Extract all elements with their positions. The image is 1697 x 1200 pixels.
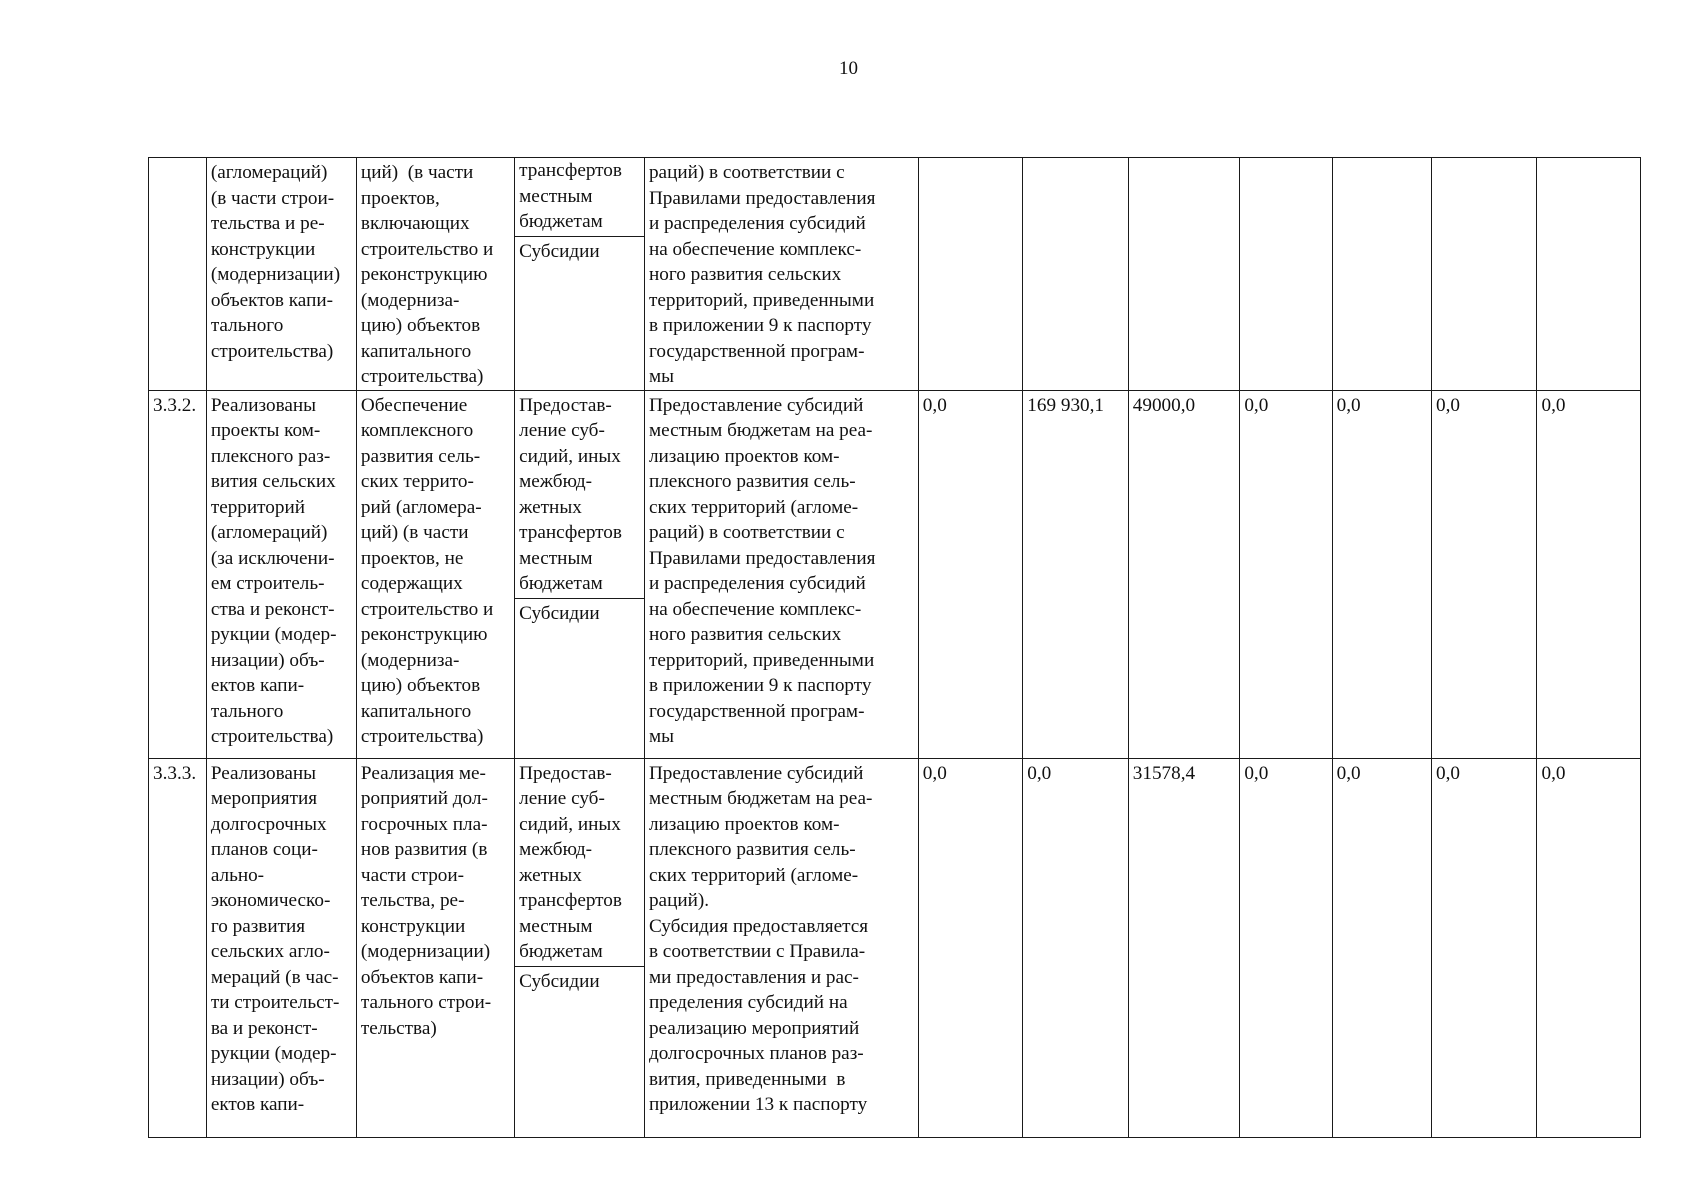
value-cell: 0,0 [1432, 758, 1537, 1137]
value-cell: 49000,0 [1128, 390, 1240, 758]
value-cell: 0,0 [1537, 758, 1641, 1137]
event-cell: ций) (в части проектов, включающих строительство и реконструкцию (модерниза- цию) объектов капитального строительства) [356, 158, 514, 391]
page-number: 10 [839, 58, 858, 79]
description-cell: Предоставление субсидий местным бюджетам на реа- лизацию проектов ком- плексного развития сель- ских территорий (агломе- раций). Субсидия предоставляется в соответствии с Правила- ми предоставления и рас- пределения субсидий на реализацию мероприятий долгосрочных планов раз- вития, приведенными в приложении 13 к паспорту [644, 758, 918, 1137]
event-cell: Реализация ме- роприятий дол- госрочных пла- нов развития (в части строи- тельства, ре- конструкции (модернизации) объектов капи- тального строи- тельства) [356, 758, 514, 1137]
value-cell [1023, 158, 1128, 391]
row-number [149, 158, 207, 391]
value-cell: 0,0 [1332, 758, 1431, 1137]
value-cell: 0,0 [1332, 390, 1431, 758]
description-cell: Предоставление субсидий местным бюджетам на реа- лизацию проектов ком- плексного развития сель- ских территорий (агломе- раций) в соответствии с Правилами предоставления и распределения субсидий на обеспечение комплекс- ного развития сельских территорий, приведенными в приложении 9 к паспорту государственной програм- мы [644, 390, 918, 758]
value-cell [1332, 158, 1431, 391]
value-cell [1128, 158, 1240, 391]
value-cell [918, 158, 1022, 391]
table-row [149, 158, 1641, 391]
value-cell: 0,0 [918, 758, 1022, 1137]
result-cell: Реализованы проекты ком- плексного раз- вития сельских территорий (агломераций) (за исключени- ем строитель- ства и реконст- рукции (модер- низации) объ- ектов капи- тального строительства) [206, 390, 356, 758]
table-row [149, 390, 1641, 758]
mechanism-top: Предостав- ление суб- сидий, иных межбюд- жетных трансфертов местным бюджетам [515, 759, 644, 967]
mechanism-cell [515, 158, 645, 391]
value-cell: 0,0 [1432, 390, 1537, 758]
mechanism-bottom: Субсидии [519, 970, 600, 992]
value-cell: 0,0 [1023, 758, 1128, 1137]
value-cell: 0,0 [918, 390, 1022, 758]
mechanism-top: Предостав- ление суб- сидий, иных межбюд- жетных трансфертов местным бюджетам [515, 391, 644, 599]
result-cell: (агломераций) (в части строи- тельства и ре- конструкции (модернизации) объектов капи- тального строительства) [206, 158, 356, 391]
mechanism-cell [515, 390, 645, 758]
mechanism-cell [515, 758, 645, 1137]
description-cell: раций) в соответствии с Правилами предоставления и распределения субсидий на обеспечение комплекс- ного развития сельских территорий, приведенными в приложении 9 к паспорту государственной програм- мы [644, 158, 918, 391]
event-cell: Обеспечение комплексного развития сель- ских террито- рий (агломера- ций) (в части проектов, не содержащих строительство и реконструкцию (модерниза- цию) объектов капитального строительства) [356, 390, 514, 758]
value-cell: 0,0 [1240, 390, 1332, 758]
value-cell [1432, 158, 1537, 391]
table-row [149, 758, 1641, 1137]
result-cell: Реализованы мероприятия долгосрочных планов соци- ально- экономическо- го развития сельских агло- мераций (в час- ти строительст- ва и реконст- рукции (модер- низации) объ- ектов капи- [206, 758, 356, 1137]
mechanism-bottom: Субсидии [519, 240, 600, 262]
row-number: 3.3.3. [149, 758, 207, 1137]
program-table [148, 157, 1641, 1138]
row-number: 3.3.2. [149, 390, 207, 758]
value-cell: 0,0 [1240, 758, 1332, 1137]
mechanism-top: трансфертов местным бюджетам [515, 158, 644, 237]
value-cell [1537, 158, 1641, 391]
value-cell: 31578,4 [1128, 758, 1240, 1137]
value-cell: 0,0 [1537, 390, 1641, 758]
mechanism-bottom: Субсидии [519, 602, 600, 624]
value-cell: 169 930,1 [1023, 390, 1128, 758]
value-cell [1240, 158, 1332, 391]
